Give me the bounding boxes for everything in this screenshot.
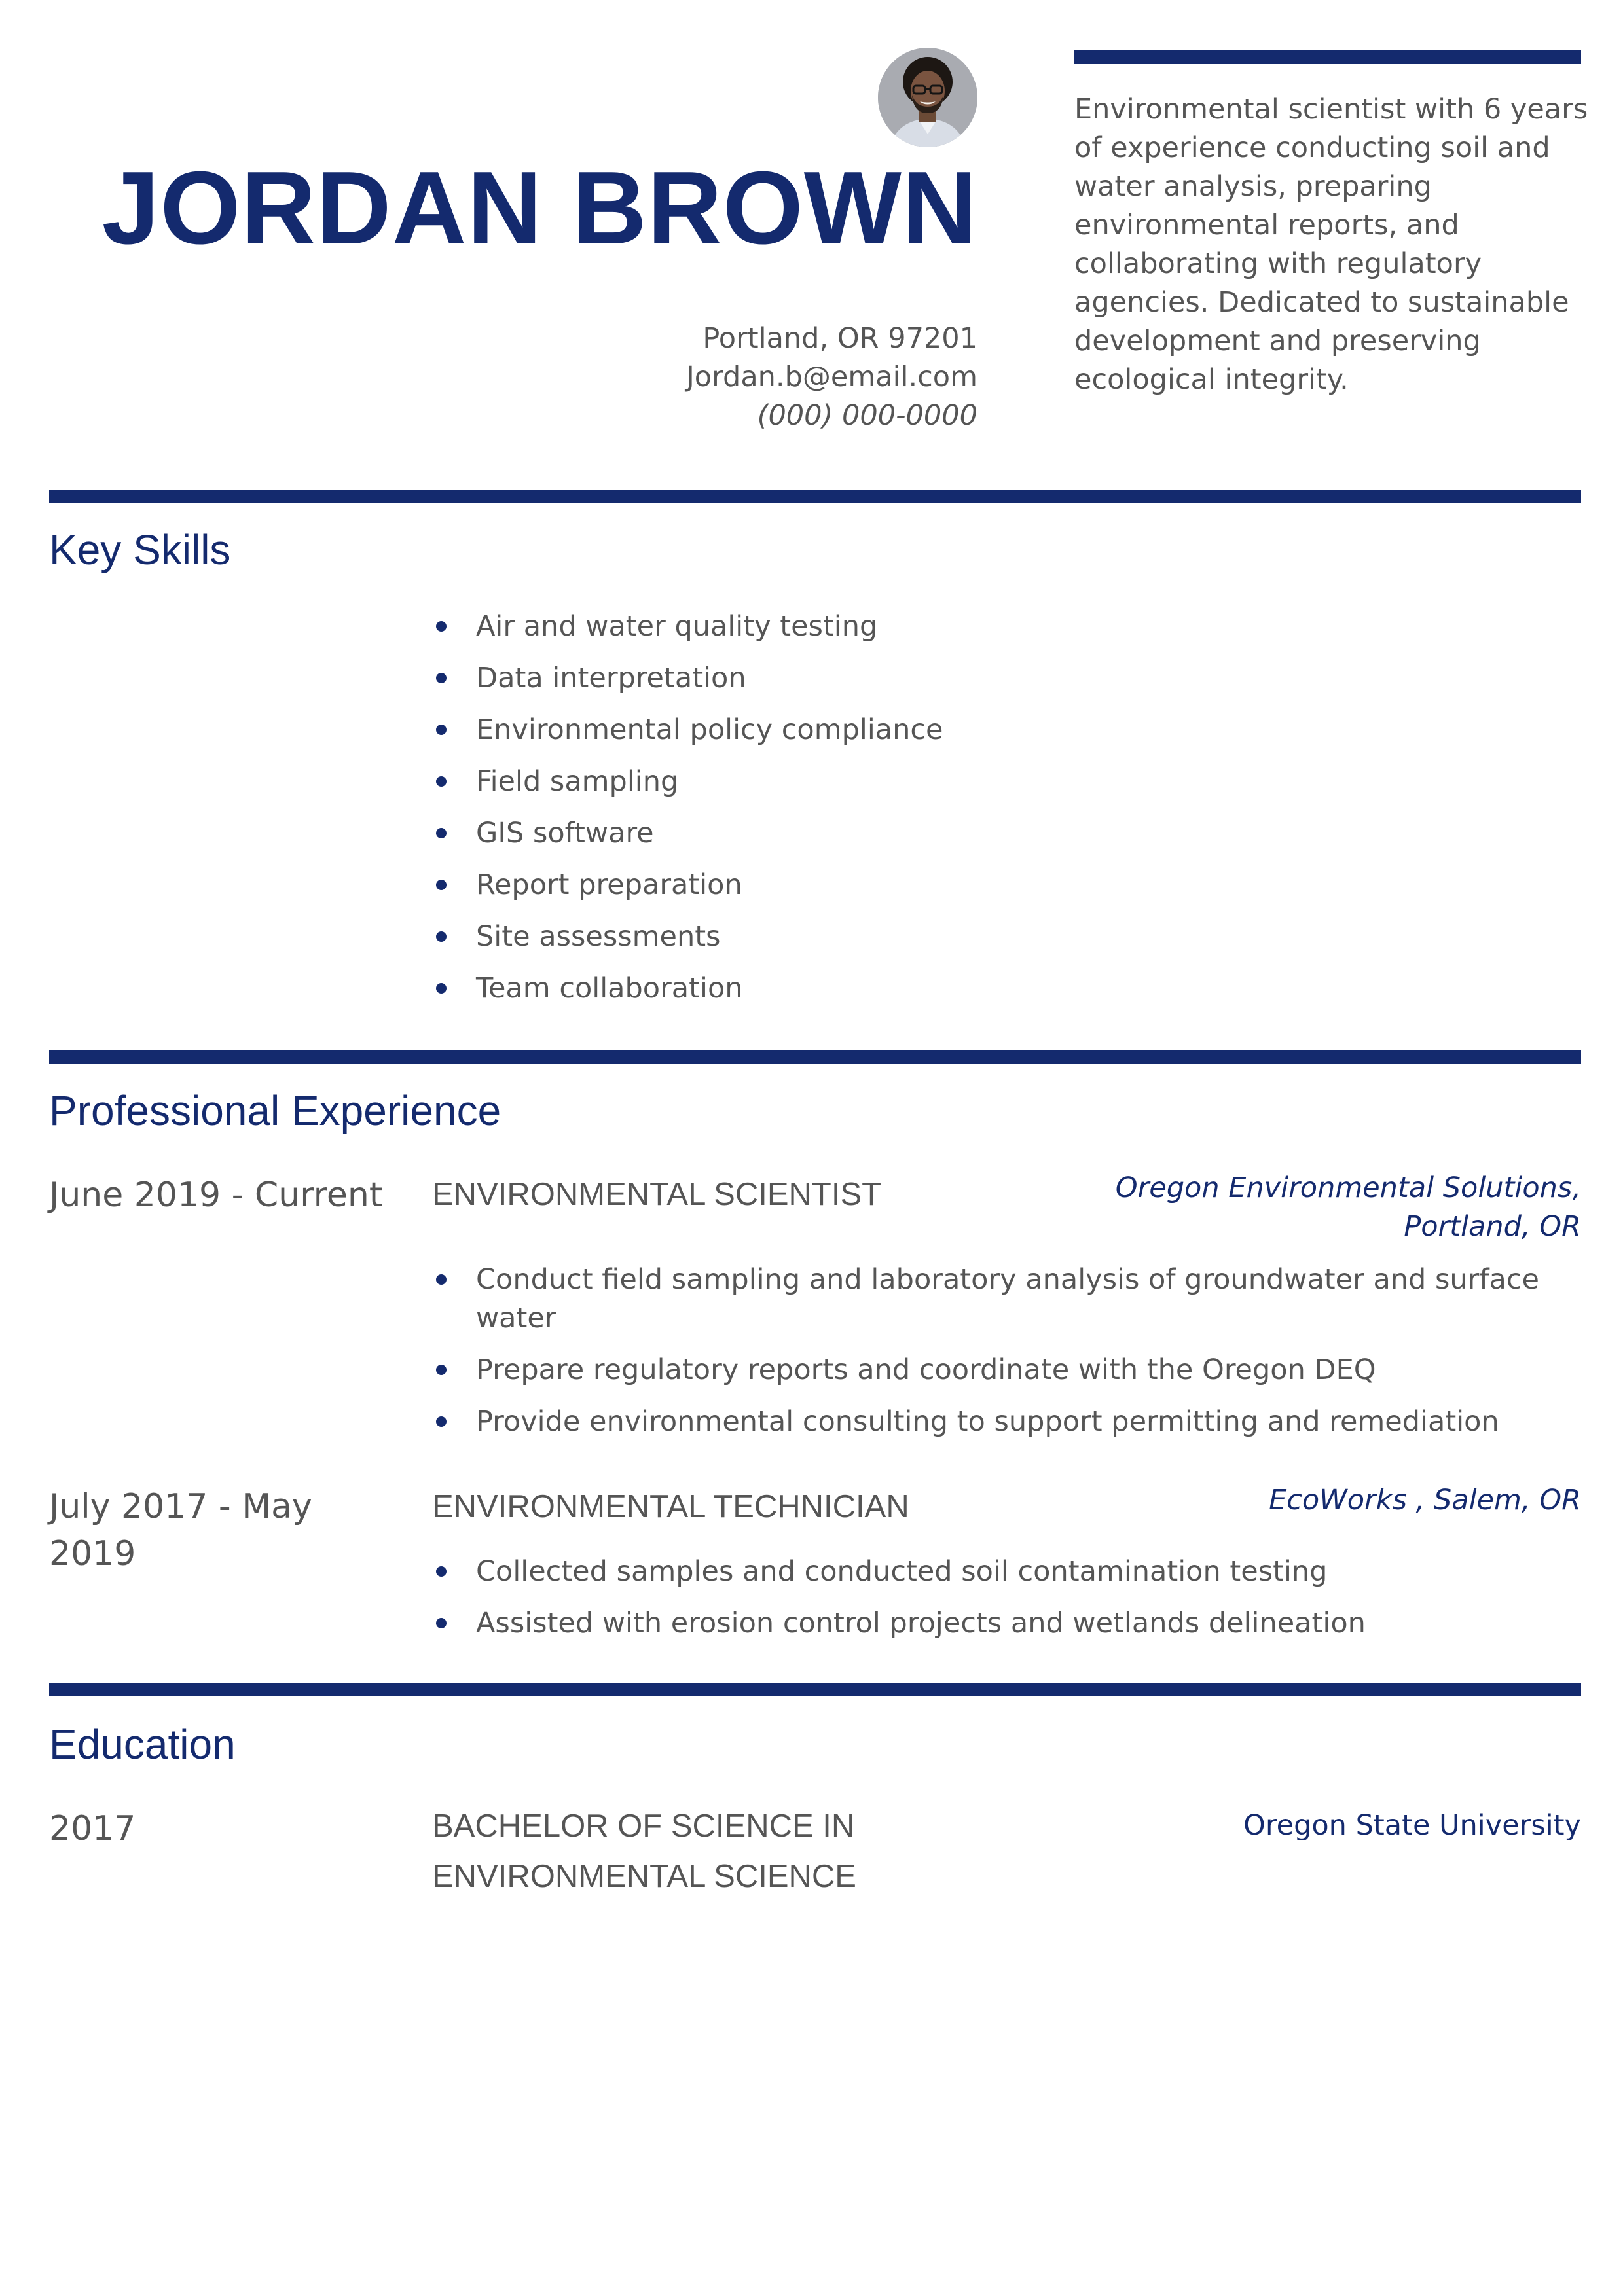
education-year: 2017 — [49, 1809, 136, 1848]
job-title: ENVIRONMENTAL TECHNICIAN — [432, 1489, 909, 1524]
location-text: Portland, OR 97201 — [702, 322, 977, 355]
phone-text: (000) 000-0000 — [757, 399, 977, 432]
degree-title — [432, 1801, 856, 1902]
skill-item: GIS software — [432, 814, 1349, 853]
skills-list — [432, 607, 1349, 1021]
summary-accent-bar — [1074, 50, 1581, 64]
skill-item: Air and water quality testing — [432, 607, 1349, 646]
job-dates: July 2017 - May 2019 — [49, 1487, 312, 1573]
experience-heading: Professional Experience — [49, 1087, 501, 1134]
job-duties-list — [432, 1261, 1558, 1454]
skill-item: Environmental policy compliance — [432, 711, 1349, 749]
job-title: ENVIRONMENTAL SCIENTIST — [432, 1177, 882, 1212]
employer-name: Oregon Environmental Solutions, — [1115, 1172, 1581, 1204]
job-duty: Prepare regulatory reports and coordinate with the Oregon DEQ — [432, 1351, 1558, 1390]
email-text: Jordan.b@email.com — [686, 361, 977, 393]
job-duties-list — [432, 1552, 1558, 1656]
skill-item: Report preparation — [432, 866, 1349, 905]
profile-photo — [878, 48, 977, 147]
degree-line: BACHELOR OF SCIENCE IN — [432, 1808, 855, 1844]
candidate-name: JORDAN BROWN — [101, 151, 977, 266]
skill-item: Site assessments — [432, 918, 1349, 956]
degree-line: ENVIRONMENTAL SCIENCE — [432, 1859, 856, 1894]
section-divider — [49, 490, 1581, 503]
skill-item: Field sampling — [432, 762, 1349, 801]
education-heading: Education — [49, 1721, 236, 1768]
job-employer: EcoWorks , Salem, OR — [1269, 1484, 1581, 1516]
job-duty: Collected samples and conducted soil contamination testing — [432, 1552, 1558, 1591]
contact-info — [686, 319, 977, 435]
profile-summary: Environmental scientist with 6 years of experience conducting soil and water analysis, preparing environmental reports, and collaborating with regulatory agencies. Dedicated to sustainable development and preserving ecological integrity. — [1074, 93, 1588, 396]
school-name: Oregon State University — [1243, 1809, 1581, 1842]
job-employer — [1057, 1169, 1581, 1246]
section-divider — [49, 1683, 1581, 1696]
job-duty: Provide environmental consulting to support permitting and remediation — [432, 1403, 1558, 1441]
job-dates: June 2019 - Current — [49, 1175, 383, 1215]
profile-photo-image — [878, 48, 977, 147]
skill-item: Team collaboration — [432, 969, 1349, 1008]
section-divider — [49, 1050, 1581, 1064]
job-duty: Assisted with erosion control projects and wetlands delineation — [432, 1604, 1558, 1643]
employer-location: Portland, OR — [1404, 1210, 1581, 1243]
skill-item: Data interpretation — [432, 659, 1349, 698]
job-duty: Conduct field sampling and laboratory analysis of groundwater and surface water — [432, 1261, 1558, 1338]
skills-heading: Key Skills — [49, 526, 231, 573]
